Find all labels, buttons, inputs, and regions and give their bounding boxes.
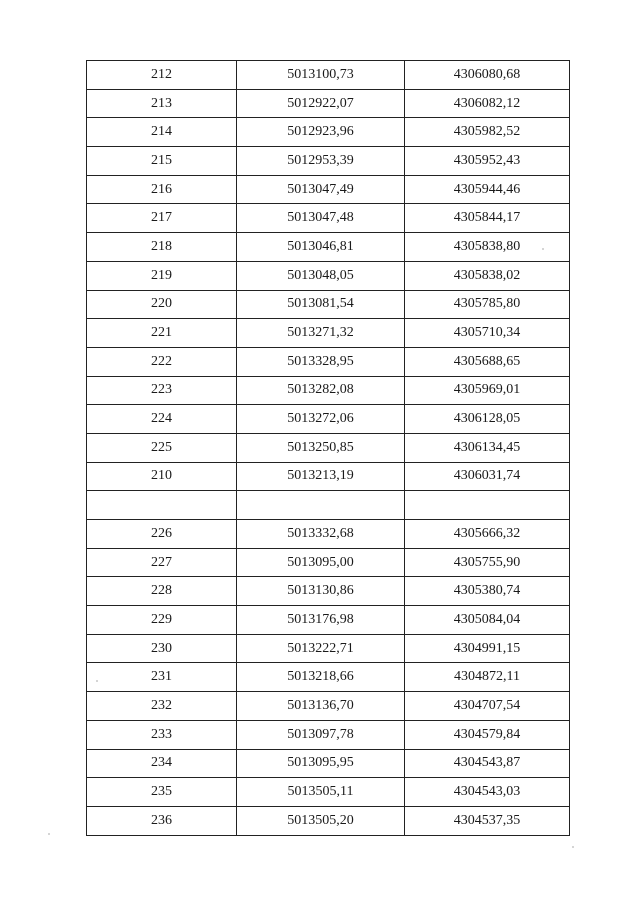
y-coordinate-cell: 4306080,68 <box>405 61 570 90</box>
x-coordinate-cell: 5012923,96 <box>237 118 405 147</box>
point-number-cell <box>87 491 237 520</box>
table-row <box>87 433 570 462</box>
y-coordinate-cell: 4305838,02 <box>405 261 570 290</box>
point-number-cell: 224 <box>87 405 237 434</box>
point-number-cell: 225 <box>87 433 237 462</box>
point-number-cell: 232 <box>87 692 237 721</box>
x-coordinate-cell: 5013250,85 <box>237 433 405 462</box>
coordinates-table <box>86 60 570 836</box>
point-number-cell: 234 <box>87 749 237 778</box>
x-coordinate-cell: 5013047,48 <box>237 204 405 233</box>
point-number-cell: 219 <box>87 261 237 290</box>
table-row <box>87 376 570 405</box>
y-coordinate-cell: 4304872,11 <box>405 663 570 692</box>
x-coordinate-cell: 5013332,68 <box>237 520 405 549</box>
x-coordinate-cell: 5013213,19 <box>237 462 405 491</box>
table-row <box>87 663 570 692</box>
y-coordinate-cell <box>405 491 570 520</box>
table-row <box>87 778 570 807</box>
table-row <box>87 347 570 376</box>
table-row <box>87 319 570 348</box>
scan-speck <box>572 846 574 848</box>
y-coordinate-cell: 4304707,54 <box>405 692 570 721</box>
point-number-cell: 227 <box>87 548 237 577</box>
y-coordinate-cell: 4305688,65 <box>405 347 570 376</box>
x-coordinate-cell: 5013095,00 <box>237 548 405 577</box>
x-coordinate-cell: 5012922,07 <box>237 89 405 118</box>
x-coordinate-cell: 5013095,95 <box>237 749 405 778</box>
point-number-cell: 230 <box>87 634 237 663</box>
point-number-cell: 210 <box>87 462 237 491</box>
x-coordinate-cell: 5013505,11 <box>237 778 405 807</box>
table-row <box>87 261 570 290</box>
y-coordinate-cell: 4305969,01 <box>405 376 570 405</box>
scan-speck <box>96 680 98 682</box>
table-row <box>87 290 570 319</box>
y-coordinate-cell: 4305944,46 <box>405 175 570 204</box>
x-coordinate-cell: 5013222,71 <box>237 634 405 663</box>
table-row <box>87 61 570 90</box>
point-number-cell: 218 <box>87 233 237 262</box>
y-coordinate-cell: 4305755,90 <box>405 548 570 577</box>
table-row <box>87 720 570 749</box>
y-coordinate-cell: 4305982,52 <box>405 118 570 147</box>
table-row <box>87 405 570 434</box>
point-number-cell: 223 <box>87 376 237 405</box>
x-coordinate-cell: 5013282,08 <box>237 376 405 405</box>
table-row <box>87 806 570 835</box>
x-coordinate-cell: 5013272,06 <box>237 405 405 434</box>
x-coordinate-cell: 5013218,66 <box>237 663 405 692</box>
table-row <box>87 749 570 778</box>
point-number-cell: 212 <box>87 61 237 90</box>
scan-speck <box>542 248 544 250</box>
x-coordinate-cell: 5013130,86 <box>237 577 405 606</box>
point-number-cell: 221 <box>87 319 237 348</box>
table-row-blank <box>87 491 570 520</box>
point-number-cell: 222 <box>87 347 237 376</box>
point-number-cell: 220 <box>87 290 237 319</box>
y-coordinate-cell: 4304537,35 <box>405 806 570 835</box>
x-coordinate-cell: 5012953,39 <box>237 147 405 176</box>
x-coordinate-cell: 5013176,98 <box>237 606 405 635</box>
x-coordinate-cell: 5013100,73 <box>237 61 405 90</box>
point-number-cell: 236 <box>87 806 237 835</box>
x-coordinate-cell: 5013081,54 <box>237 290 405 319</box>
table-row <box>87 147 570 176</box>
x-coordinate-cell <box>237 491 405 520</box>
y-coordinate-cell: 4306128,05 <box>405 405 570 434</box>
x-coordinate-cell: 5013047,49 <box>237 175 405 204</box>
point-number-cell: 214 <box>87 118 237 147</box>
x-coordinate-cell: 5013136,70 <box>237 692 405 721</box>
table-row <box>87 204 570 233</box>
table-row <box>87 175 570 204</box>
x-coordinate-cell: 5013046,81 <box>237 233 405 262</box>
table-row <box>87 233 570 262</box>
table-row <box>87 634 570 663</box>
y-coordinate-cell: 4304991,15 <box>405 634 570 663</box>
y-coordinate-cell: 4305844,17 <box>405 204 570 233</box>
point-number-cell: 226 <box>87 520 237 549</box>
y-coordinate-cell: 4305952,43 <box>405 147 570 176</box>
table-row <box>87 520 570 549</box>
table-row <box>87 577 570 606</box>
x-coordinate-cell: 5013328,95 <box>237 347 405 376</box>
y-coordinate-cell: 4304543,03 <box>405 778 570 807</box>
scan-speck <box>48 833 50 835</box>
y-coordinate-cell: 4306134,45 <box>405 433 570 462</box>
y-coordinate-cell: 4305838,80 <box>405 233 570 262</box>
y-coordinate-cell: 4306031,74 <box>405 462 570 491</box>
x-coordinate-cell: 5013271,32 <box>237 319 405 348</box>
point-number-cell: 215 <box>87 147 237 176</box>
table-row <box>87 462 570 491</box>
point-number-cell: 216 <box>87 175 237 204</box>
table-row <box>87 606 570 635</box>
y-coordinate-cell: 4306082,12 <box>405 89 570 118</box>
x-coordinate-cell: 5013097,78 <box>237 720 405 749</box>
point-number-cell: 229 <box>87 606 237 635</box>
table-row <box>87 89 570 118</box>
y-coordinate-cell: 4305710,34 <box>405 319 570 348</box>
y-coordinate-cell: 4305084,04 <box>405 606 570 635</box>
table-row <box>87 692 570 721</box>
table-row <box>87 118 570 147</box>
y-coordinate-cell: 4305380,74 <box>405 577 570 606</box>
table-row <box>87 548 570 577</box>
coordinates-table-body <box>87 61 570 836</box>
x-coordinate-cell: 5013048,05 <box>237 261 405 290</box>
y-coordinate-cell: 4304579,84 <box>405 720 570 749</box>
point-number-cell: 231 <box>87 663 237 692</box>
point-number-cell: 233 <box>87 720 237 749</box>
point-number-cell: 228 <box>87 577 237 606</box>
y-coordinate-cell: 4305666,32 <box>405 520 570 549</box>
point-number-cell: 213 <box>87 89 237 118</box>
y-coordinate-cell: 4305785,80 <box>405 290 570 319</box>
y-coordinate-cell: 4304543,87 <box>405 749 570 778</box>
x-coordinate-cell: 5013505,20 <box>237 806 405 835</box>
point-number-cell: 235 <box>87 778 237 807</box>
point-number-cell: 217 <box>87 204 237 233</box>
